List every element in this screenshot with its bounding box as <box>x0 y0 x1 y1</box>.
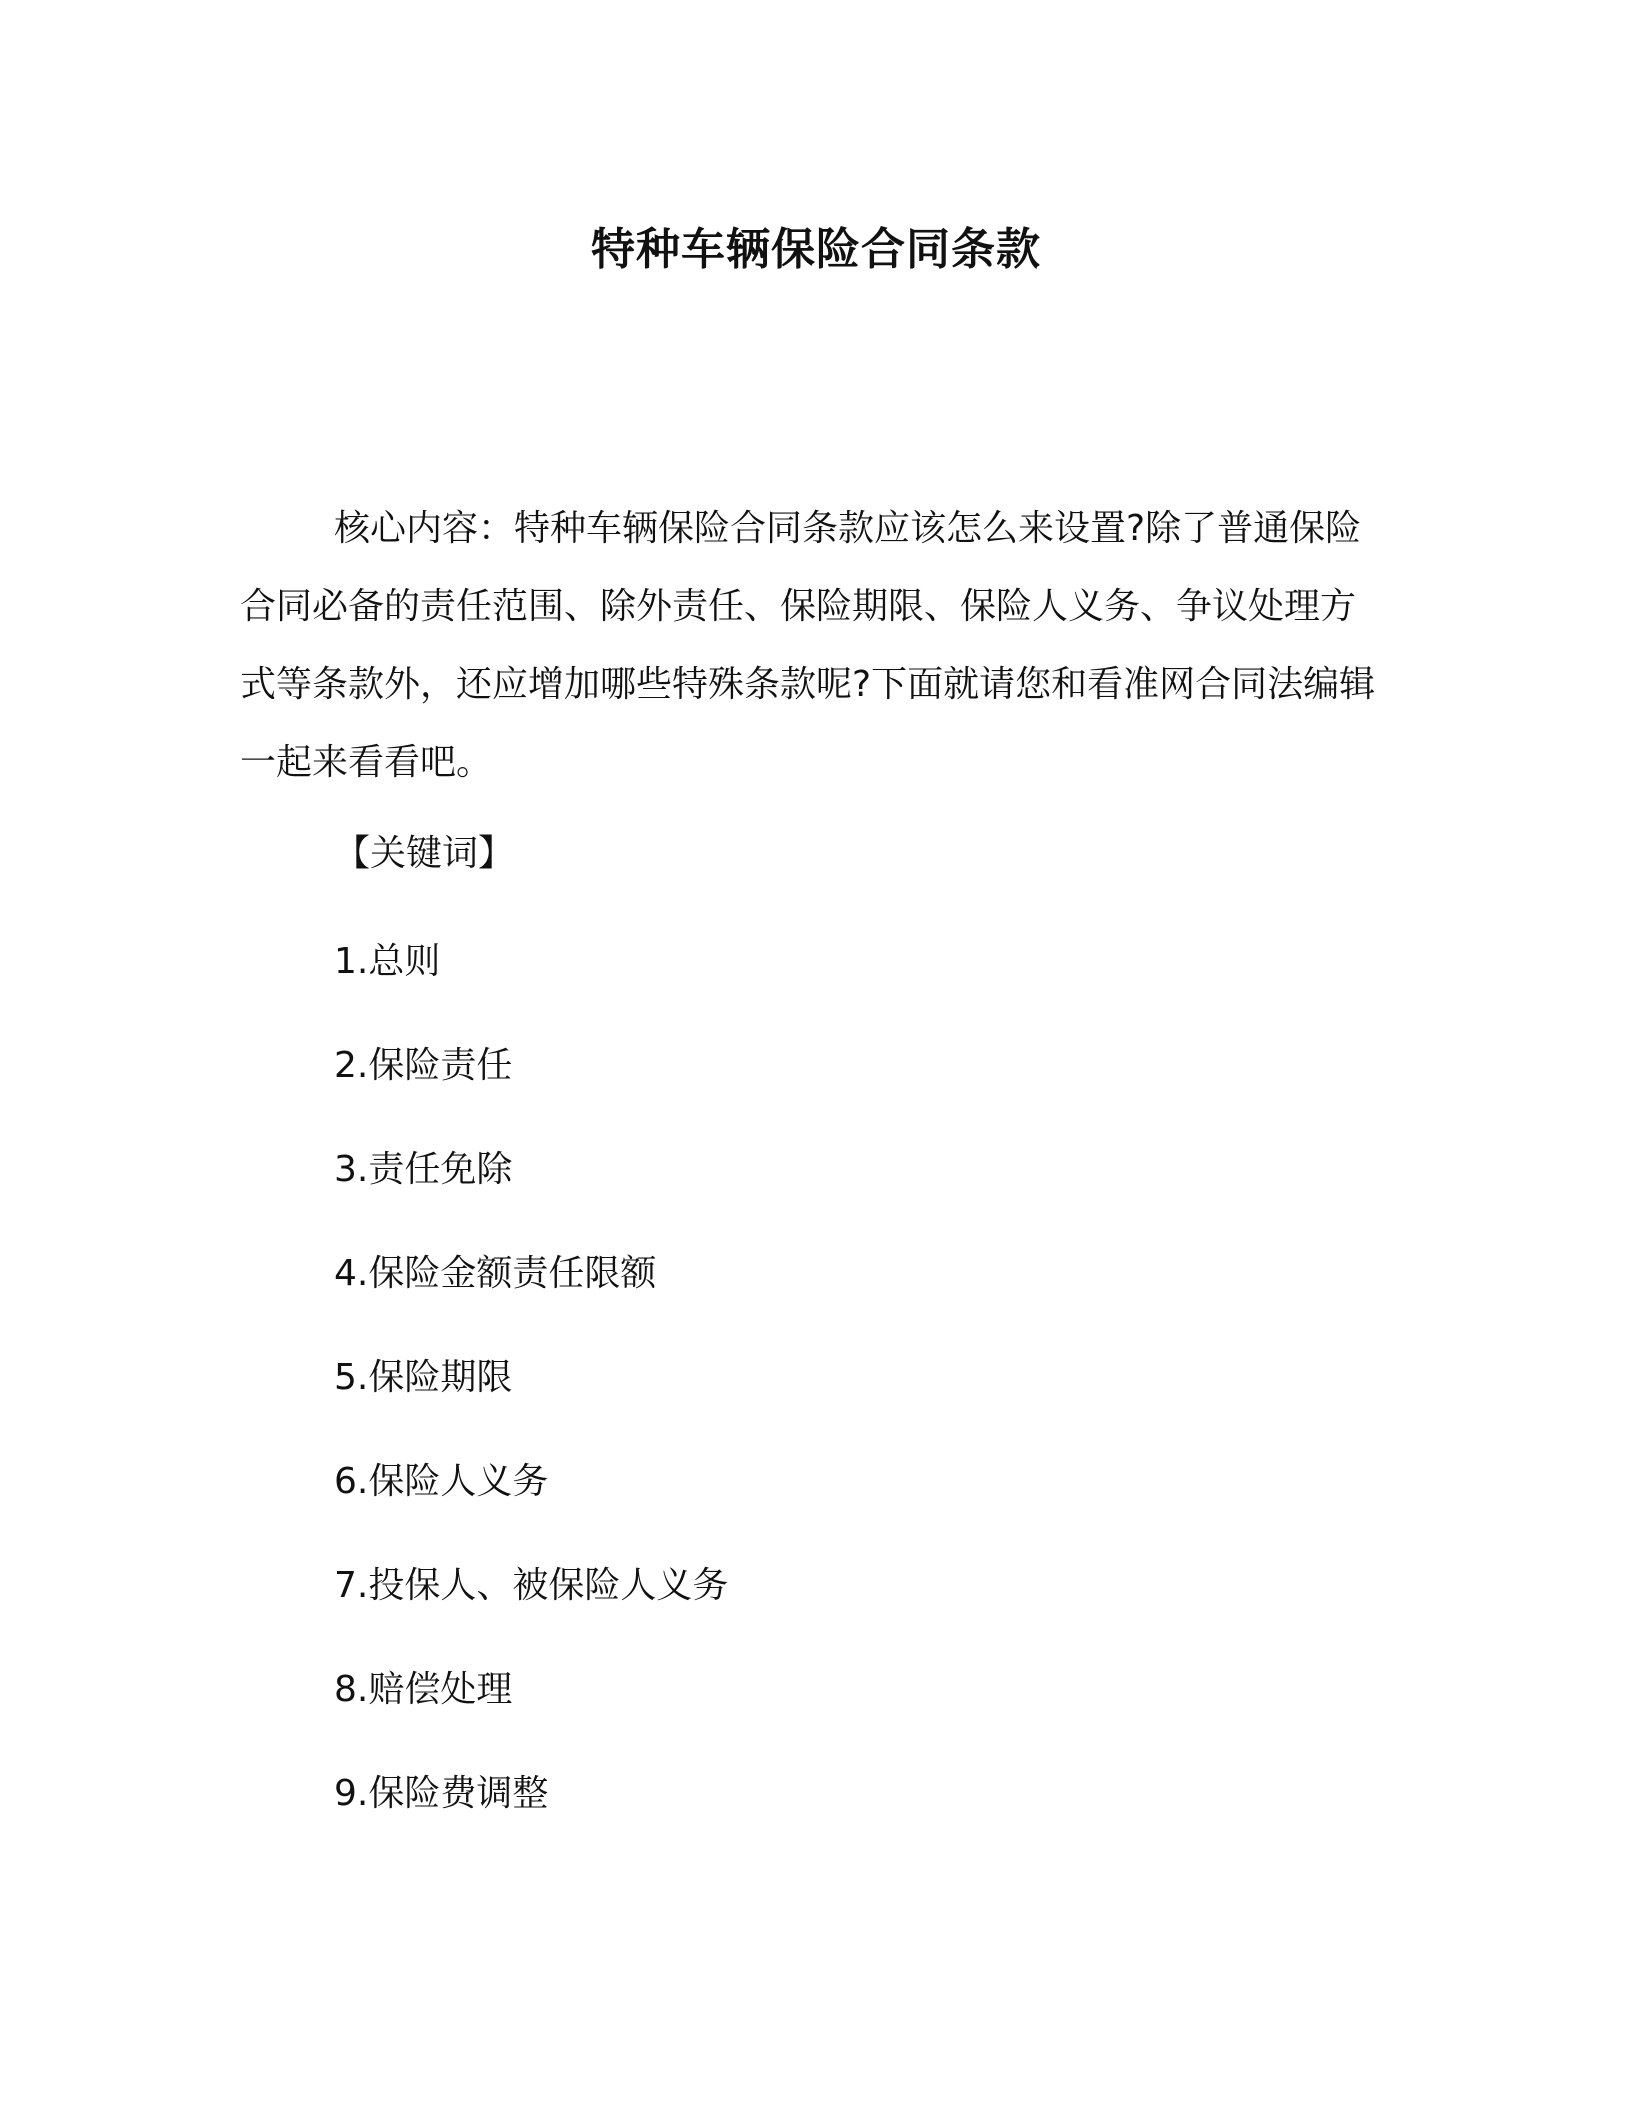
keyword-item: 2.保险责任 <box>334 1045 513 1086</box>
keywords-heading: 【关键词】 <box>334 833 515 874</box>
intro-paragraph: 核心内容：特种车辆保险合同条款应该怎么来设置?除了普通保险合同必备的责任范围、除外责任、保险期限、保险人义务、争议处理方式等条款外，还应增加哪些特殊条款呢?下面就请您和看准网合同法编辑一起来看看吧。 <box>240 508 1376 783</box>
keyword-item: 7.投保人、被保险人义务 <box>334 1565 729 1606</box>
keyword-item: 1.总则 <box>334 941 441 982</box>
keyword-item: 9.保险费调整 <box>334 1773 549 1814</box>
keyword-item: 6.保险人义务 <box>334 1461 549 1502</box>
keyword-item: 5.保险期限 <box>334 1357 513 1398</box>
keyword-item: 8.赔偿处理 <box>334 1669 513 1710</box>
document-title: 特种车辆保险合同条款 <box>591 224 1041 275</box>
keyword-item: 4.保险金额责任限额 <box>334 1253 657 1294</box>
keyword-item: 3.责任免除 <box>334 1149 513 1190</box>
keyword-list <box>334 934 728 1870</box>
